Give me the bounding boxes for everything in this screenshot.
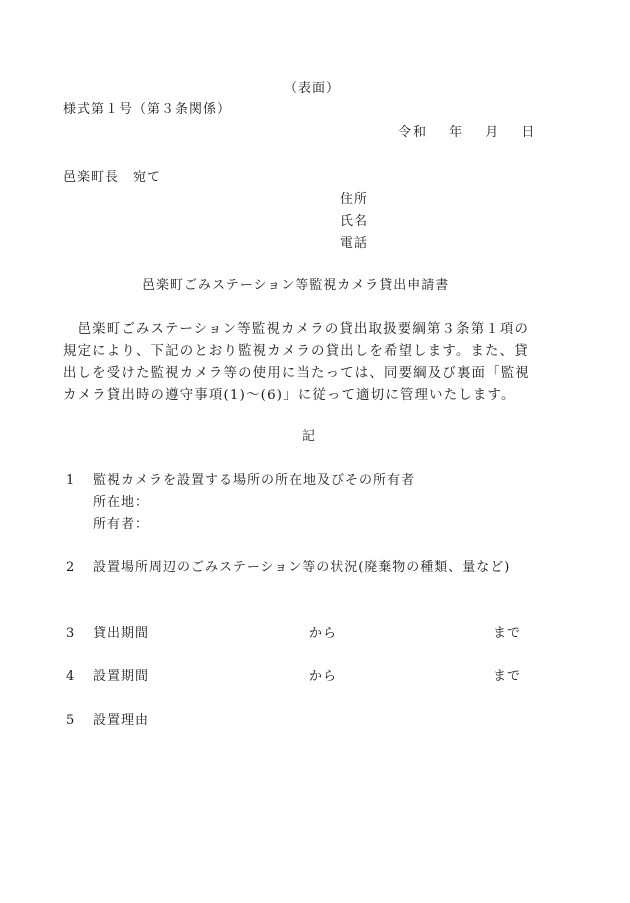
side-label: （表面） — [284, 81, 341, 96]
body-line: カメラ貸出時の遵守事項(1)～(6)」に従って適切に管理いたします。 — [63, 388, 516, 403]
item-number: 4 — [66, 669, 76, 684]
item-label: 貸出期間 — [93, 626, 150, 641]
from-label: から — [309, 626, 338, 641]
item-label: 設置場所周辺のごみステーション等の状況(廃棄物の種類、量など) — [93, 560, 511, 575]
location-label: 所在地： — [93, 495, 150, 510]
from-label: から — [309, 669, 338, 684]
item-label: 監視カメラを設置する場所の所在地及びその所有者 — [93, 473, 416, 488]
body-paragraph — [63, 319, 555, 407]
form-number: 様式第１号（第３条関係） — [63, 102, 232, 117]
body-line: 邑楽町ごみステーション等監視カメラの貸出取扱要綱第３条第１項の — [63, 322, 530, 337]
item-number: 5 — [66, 713, 76, 728]
name-label: 氏名 — [340, 214, 369, 229]
until-label: まで — [493, 626, 522, 641]
address-label: 住所 — [340, 192, 369, 207]
until-label: まで — [493, 669, 522, 684]
phone-label: 電話 — [340, 236, 369, 251]
item-number: 1 — [66, 473, 76, 488]
item-label: 設置期間 — [93, 669, 150, 684]
owner-label: 所有者： — [93, 517, 150, 532]
addressee: 邑楽町長 宛て — [63, 170, 162, 185]
item-number: 3 — [66, 626, 76, 641]
item-number: 2 — [66, 560, 76, 575]
body-line: 出しを受けた監視カメラ等の使用に当たっては、同要綱及び裏面「監視 — [63, 366, 530, 381]
document-title: 邑楽町ごみステーション等監視カメラ貸出申請書 — [142, 278, 450, 293]
item-label: 設置理由 — [93, 713, 150, 728]
body-line: 規定により、下記のとおり監視カメラの貸出しを希望します。また、貸 — [63, 344, 529, 359]
date-line: 令和 年 月 日 — [398, 125, 537, 140]
ki-heading: 記 — [302, 429, 317, 444]
